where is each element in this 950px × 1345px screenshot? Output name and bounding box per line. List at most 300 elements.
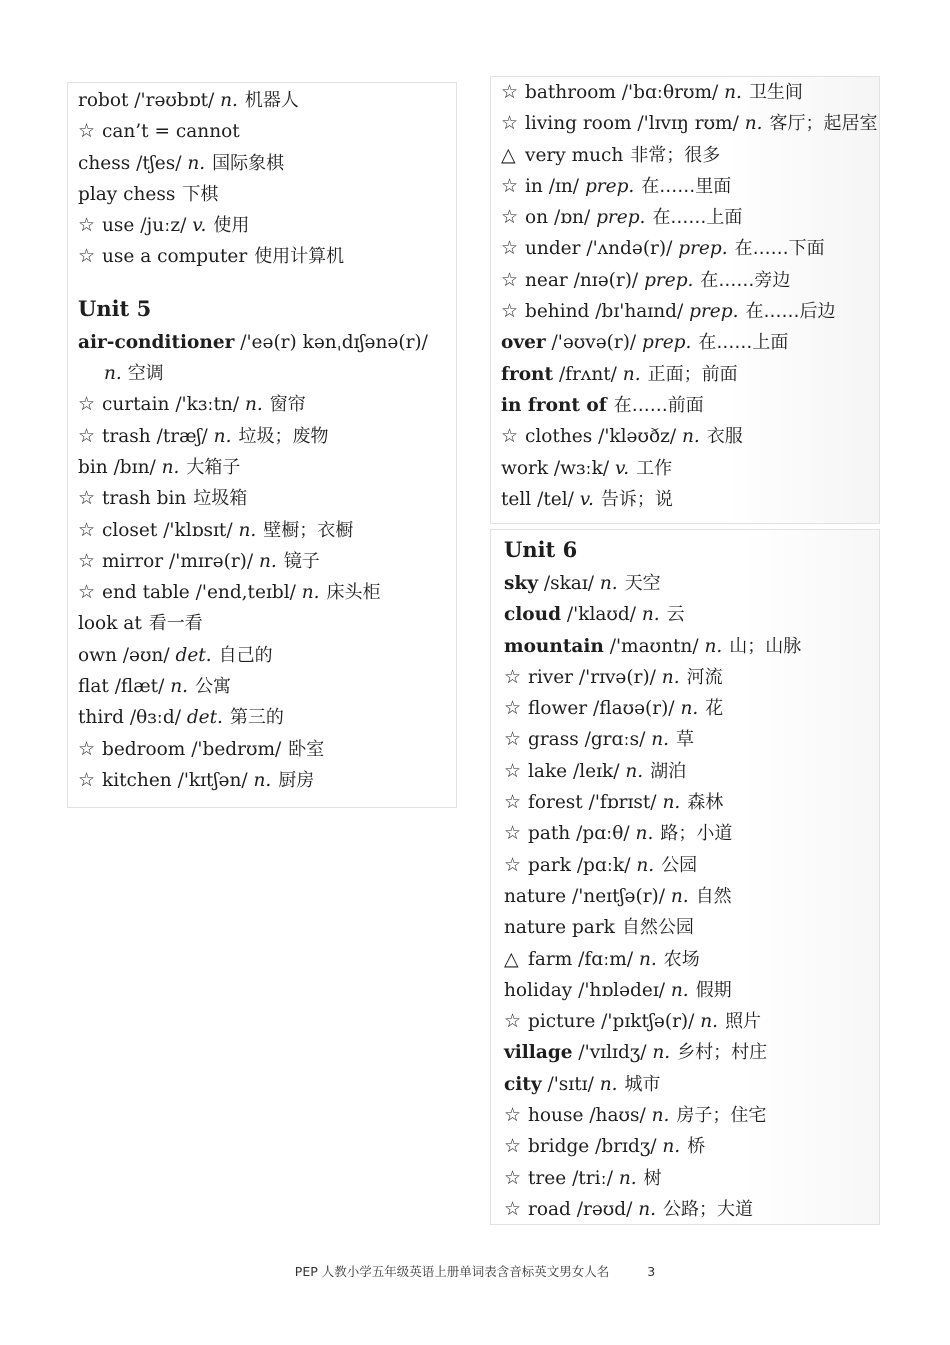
- vocab-entry: [501, 359, 879, 390]
- entry-word: village: [504, 1042, 573, 1064]
- entry-word: bedroom: [102, 738, 186, 760]
- vocab-entry: [504, 818, 879, 849]
- entry-meaning: 公园: [661, 854, 698, 876]
- vocab-entry: [504, 568, 879, 599]
- star-icon: ☆: [501, 206, 519, 229]
- entry-word: air-conditioner: [78, 331, 235, 353]
- entry-meaning: 森林: [687, 792, 724, 814]
- entry-meaning: 非常；很多: [630, 144, 721, 166]
- vocab-entry: [501, 453, 879, 484]
- vocab-entry: [504, 1194, 879, 1225]
- vocab-entry: [501, 108, 879, 139]
- entry-pos: prep.: [689, 301, 739, 323]
- entry-meaning: 自然: [695, 885, 732, 907]
- entry-meaning: 假期: [695, 979, 732, 1001]
- entry-word: river: [528, 666, 574, 688]
- entry-pos: n.: [170, 676, 189, 698]
- vocab-entry: [78, 241, 456, 272]
- entry-ipa: /'vɪlɪdʒ/: [578, 1042, 647, 1064]
- left-unit5-list: [78, 389, 456, 796]
- entry-word: path: [528, 823, 571, 845]
- entry-meaning: 乡村；村庄: [677, 1042, 768, 1064]
- entry-meaning: 镜子: [283, 550, 320, 572]
- vocab-entry: [504, 975, 879, 1006]
- entry-pos: n.: [638, 948, 657, 970]
- vocab-entry: [504, 662, 879, 693]
- entry-meaning: 厨房: [278, 769, 315, 791]
- entry-word: work: [501, 457, 549, 479]
- entry-meaning: 在……前面: [613, 394, 704, 416]
- entry-pos: n.: [641, 604, 660, 626]
- entry-pos: prep.: [584, 175, 635, 197]
- entry-ipa: /'maʊntn/: [609, 635, 699, 657]
- entry-meaning: 在……下面: [734, 238, 825, 260]
- entry-meaning: 垃圾；废物: [238, 425, 329, 447]
- vocab-entry: [501, 77, 879, 108]
- triangle-icon: △: [504, 947, 519, 970]
- vocab-entry: [504, 1100, 879, 1131]
- entry-word: tell: [501, 488, 532, 510]
- entry-meaning: 云: [666, 604, 685, 626]
- entry-pos: n.: [670, 885, 689, 907]
- entry-ipa: /'əʊvə(r)/: [551, 332, 637, 354]
- unit5-heading: Unit 5: [78, 295, 152, 321]
- entry-ipa: /flæt/: [114, 676, 165, 698]
- entry-pos: n.: [652, 1042, 671, 1064]
- vocab-entry: [78, 765, 456, 796]
- entry-word: living room: [525, 113, 632, 135]
- entry-meaning: 第三的: [229, 707, 284, 729]
- entry-word: mirror: [102, 550, 164, 572]
- right-top-vocab-panel: [490, 76, 880, 524]
- entry-meaning: 路；小道: [660, 823, 733, 845]
- star-icon: ☆: [78, 424, 96, 447]
- star-icon: ☆: [78, 393, 96, 416]
- vocab-entry: [78, 734, 456, 765]
- page-footer: [0, 1262, 950, 1280]
- entry-meaning: 树: [643, 1167, 662, 1189]
- entry-ipa: /'eə(r) kənˌdɪʃənə(r)/: [240, 331, 428, 353]
- star-icon: ☆: [504, 1010, 522, 1033]
- entry-pos: n.: [635, 823, 654, 845]
- entry-pos: n.: [636, 854, 655, 876]
- vocab-entry: [78, 515, 456, 546]
- entry-meaning: 机器人: [244, 90, 299, 111]
- entry-pos: prep.: [678, 238, 728, 260]
- star-icon: ☆: [501, 300, 519, 323]
- entry-ipa: /triː/: [572, 1167, 613, 1189]
- entry-ipa: /ɒn/: [553, 207, 591, 229]
- vocab-entry: [504, 787, 879, 818]
- triangle-icon: △: [501, 143, 516, 166]
- entry-pos: n.: [259, 550, 277, 572]
- entry-meaning: 衣服: [706, 426, 743, 448]
- vocab-entry: [504, 631, 879, 662]
- right-top-list: [501, 77, 879, 515]
- left-top-list: [78, 85, 456, 273]
- entry-pos: n.: [220, 90, 238, 111]
- vocab-entry: [504, 881, 879, 912]
- star-icon: ☆: [504, 697, 522, 720]
- vocab-entry: [78, 179, 456, 210]
- star-icon: ☆: [78, 120, 96, 143]
- entry-pos: prep.: [644, 269, 694, 291]
- vocab-entry: [501, 421, 879, 452]
- vocab-entry: [78, 608, 456, 639]
- entry-meaning: 卫生间: [748, 82, 803, 103]
- vocab-entry: [504, 912, 879, 943]
- entry-word: in: [525, 175, 543, 197]
- entry-word: city: [504, 1073, 542, 1095]
- vocab-entry: [504, 756, 879, 787]
- entry-ipa: /skaɪ/: [543, 573, 594, 594]
- entry-meaning: 床头柜: [326, 582, 381, 604]
- entry-meaning: 房子；住宅: [676, 1105, 767, 1127]
- entry-word: play chess: [78, 183, 176, 205]
- entry-ipa: /'kɪtʃən/: [177, 769, 248, 791]
- entry-word: forest: [528, 792, 583, 814]
- left-vocab-panel: [67, 82, 457, 808]
- vocab-entry: [78, 85, 456, 116]
- star-icon: ☆: [501, 174, 519, 197]
- star-icon: ☆: [504, 853, 522, 876]
- star-icon: ☆: [504, 1197, 522, 1220]
- entry-ipa: /pɑːθ/: [576, 823, 630, 845]
- entry-pos: n.: [161, 456, 180, 478]
- vocab-entry: [504, 1006, 879, 1037]
- vocab-entry: [504, 693, 879, 724]
- entry-meaning: 在……里面: [641, 175, 732, 197]
- entry-meaning: 告诉；说: [600, 488, 673, 510]
- entry-ipa: /'kɜːtn/: [175, 394, 240, 416]
- entry-pos: n.: [187, 152, 206, 174]
- footer-title: PEP 人教小学五年级英语上册单词表含音标英文男女人名: [294, 1264, 610, 1279]
- entry-word: flat: [78, 676, 109, 698]
- vocab-entry: [504, 850, 879, 881]
- entry-word: nature park: [504, 917, 615, 939]
- star-icon: ☆: [504, 1104, 522, 1127]
- entry-word: house: [528, 1105, 584, 1127]
- vocab-entry: [501, 296, 879, 327]
- vocab-entry-air-conditioner: [78, 327, 456, 358]
- entry-meaning: 使用: [213, 215, 250, 237]
- entry-ipa: /bɪn/: [113, 456, 156, 478]
- vocab-entry: [78, 640, 456, 671]
- entry-pos: n.: [670, 979, 689, 1001]
- entry-word: farm: [528, 948, 573, 970]
- entry-ipa: /fɑːm/: [578, 948, 634, 970]
- entry-word: behind: [525, 301, 590, 323]
- entry-pos: v.: [192, 215, 207, 237]
- entry-ipa: /bɪ'haɪnd/: [595, 301, 684, 323]
- entry-word: grass: [528, 729, 579, 751]
- entry-word: clothes: [525, 426, 593, 448]
- entry-ipa: /'ʌndə(r)/: [586, 238, 673, 260]
- star-icon: ☆: [78, 518, 96, 541]
- entry-word: own: [78, 644, 117, 666]
- entry-word: park: [528, 854, 571, 876]
- entry-meaning: 天空: [624, 573, 661, 594]
- entry-ipa: /'pɪktʃə(r)/: [601, 1011, 695, 1033]
- entry-meaning: 大箱子: [186, 456, 241, 478]
- vocab-entry: [504, 1069, 879, 1100]
- entry-meaning: 山；山脉: [729, 635, 802, 657]
- entry-meaning: 国际象棋: [212, 152, 285, 174]
- entry-word: look at: [78, 613, 142, 635]
- entry-pos: det.: [186, 707, 223, 729]
- vocab-entry: [78, 116, 456, 147]
- star-icon: ☆: [504, 822, 522, 845]
- entry-pos: n.: [599, 1073, 618, 1095]
- entry-pos: n.: [301, 582, 320, 604]
- entry-ipa: /'sɪtɪ/: [547, 1073, 594, 1095]
- vocab-entry: [78, 210, 456, 241]
- entry-word: cloud: [504, 604, 562, 626]
- vocab-entry: [501, 265, 879, 296]
- vocab-entry: [501, 484, 879, 515]
- vocab-entry: [78, 452, 456, 483]
- vocab-entry: [501, 202, 879, 233]
- entry-meaning: 河流: [686, 666, 723, 688]
- entry-word: bridge: [528, 1136, 590, 1158]
- entry-ipa: /rəʊd/: [576, 1198, 633, 1220]
- entry-meaning: 在……后边: [745, 301, 836, 323]
- entry-word: holiday: [504, 979, 573, 1001]
- star-icon: ☆: [501, 425, 519, 448]
- entry-ipa: /'mɪrə(r)/: [169, 550, 254, 572]
- entry-meaning: 窗帘: [269, 394, 306, 416]
- entry-word: nature: [504, 885, 567, 907]
- entry-meaning: 看一看: [148, 613, 203, 635]
- right-bottom-list: [504, 568, 879, 1225]
- entry-meaning: 公路；大道: [663, 1198, 754, 1220]
- entry-pos: n.: [681, 426, 700, 448]
- entry-ipa: /'end,teɪbl/: [195, 582, 296, 604]
- vocab-entry: [501, 140, 879, 171]
- vocab-entry: [78, 389, 456, 420]
- vocab-entry: [78, 577, 456, 608]
- vocab-entry: [504, 724, 879, 755]
- vocab-entry: [501, 390, 879, 421]
- entry-meaning: 使用计算机: [254, 246, 345, 268]
- entry-ipa: /'neɪtʃə(r)/: [571, 885, 665, 907]
- entry-word: closet: [102, 519, 158, 541]
- entry-word: on: [525, 207, 549, 229]
- vocab-entry: [78, 671, 456, 702]
- star-icon: ☆: [501, 237, 519, 260]
- entry-word: trash: [102, 425, 151, 447]
- entry-pos: n.: [625, 760, 644, 782]
- star-icon: ☆: [504, 759, 522, 782]
- entry-meaning: 自然公园: [621, 917, 694, 939]
- entry-ipa: /træʃ/: [156, 425, 208, 447]
- entry-meaning: 湖泊: [650, 760, 687, 782]
- entry-word: kitchen: [102, 769, 172, 791]
- right-bottom-vocab-panel: [490, 529, 880, 1225]
- star-icon: ☆: [504, 1166, 522, 1189]
- entry-meaning: 在……上面: [652, 207, 743, 229]
- entry-pos: n.: [700, 1011, 719, 1033]
- entry-meaning: 壁橱；衣橱: [263, 519, 354, 541]
- entry-pos: n.: [704, 635, 723, 657]
- entry-word: mountain: [504, 635, 604, 657]
- entry-word: trash bin: [102, 488, 187, 510]
- star-icon: ☆: [78, 487, 96, 510]
- vocab-entry: [504, 1131, 879, 1162]
- vocab-entry: [78, 702, 456, 733]
- entry-meaning: 农场: [663, 948, 700, 970]
- entry-word: bathroom: [525, 82, 616, 103]
- entry-word: can’t = cannot: [102, 121, 240, 143]
- entry-pos: prep.: [596, 207, 646, 229]
- entry-word: in front of: [501, 394, 607, 416]
- entry-meaning: 公寓: [195, 676, 232, 698]
- entry-ipa: /'fɒrɪst/: [588, 792, 657, 814]
- star-icon: ☆: [78, 768, 96, 791]
- entry-meaning: 工作: [636, 457, 673, 479]
- entry-meaning: 在……旁边: [700, 269, 791, 291]
- entry-pos: n.: [651, 729, 670, 751]
- entry-meaning: 城市: [624, 1073, 661, 1095]
- star-icon: ☆: [504, 1135, 522, 1158]
- entry-pos: n.: [213, 425, 232, 447]
- entry-pos: det.: [175, 644, 212, 666]
- entry-ipa: /'rəʊbɒt/: [134, 90, 215, 111]
- entry-word: third: [78, 707, 124, 729]
- entry-pos: n.: [744, 113, 763, 135]
- entry-meaning: 桥: [687, 1136, 706, 1158]
- entry-ipa: /pɑːk/: [576, 854, 631, 876]
- entry-ipa: /θɜːd/: [129, 707, 181, 729]
- vocab-entry: [78, 148, 456, 179]
- entry-meaning: 下棋: [182, 183, 219, 205]
- entry-ipa: /'bedrʊm/: [191, 738, 282, 760]
- entry-ipa: /əʊn/: [122, 644, 170, 666]
- entry-word: under: [525, 238, 581, 260]
- entry-ipa: /frʌnt/: [558, 363, 617, 385]
- entry-word: use a computer: [102, 246, 248, 268]
- entry-word: front: [501, 363, 554, 385]
- star-icon: ☆: [501, 112, 519, 135]
- entry-word: curtain: [102, 394, 170, 416]
- entry-pos: v.: [579, 488, 594, 510]
- entry-ipa: /wɜːk/: [553, 457, 610, 479]
- unit6-heading: Unit 6: [504, 537, 578, 562]
- entry-ipa: /haʊs/: [589, 1105, 646, 1127]
- entry-ipa: /juːz/: [140, 215, 187, 237]
- vocab-entry: [504, 599, 879, 630]
- page-number: 3: [647, 1264, 656, 1279]
- entry-pos: n.: [651, 1105, 670, 1127]
- entry-word: robot: [78, 90, 129, 111]
- star-icon: ☆: [504, 665, 522, 688]
- entry-meaning: 垃圾箱: [193, 488, 248, 510]
- entry-word: chess: [78, 152, 131, 174]
- entry-word: picture: [528, 1011, 596, 1033]
- entry-word: bin: [78, 456, 108, 478]
- entry-pos: n.: [638, 1198, 657, 1220]
- star-icon: ☆: [78, 581, 96, 604]
- entry-word: very much: [525, 144, 624, 166]
- entry-ipa: /'bɑːθrʊm/: [621, 82, 719, 103]
- vocab-entry: [501, 327, 879, 358]
- entry-word: road: [528, 1198, 571, 1220]
- entry-pos: prep.: [642, 332, 692, 354]
- entry-meaning: 草: [676, 729, 695, 751]
- entry-pos: v.: [614, 457, 630, 479]
- vocab-entry: [78, 421, 456, 452]
- entry-word: use: [102, 215, 135, 237]
- entry-ipa: /nɪə(r)/: [573, 269, 639, 291]
- entry-word: over: [501, 332, 546, 354]
- entry-meaning: 自己的: [218, 644, 273, 666]
- star-icon: ☆: [504, 791, 522, 814]
- entry-word: sky: [504, 573, 538, 594]
- entry-ipa: /tel/: [537, 488, 574, 510]
- entry-meaning: 在……上面: [698, 332, 789, 354]
- vocab-entry: [78, 483, 456, 514]
- entry-ipa: /'klaʊd/: [566, 604, 636, 626]
- entry-meaning: 照片: [725, 1011, 762, 1033]
- entry-meaning: 花: [705, 698, 724, 720]
- entry-ipa: /ɪn/: [548, 175, 580, 197]
- entry-ipa: /flaʊə(r)/: [593, 698, 675, 720]
- entry-ipa: /'kləʊðz/: [598, 426, 677, 448]
- entry-pos: n.: [662, 1136, 681, 1158]
- entry-pos: n.: [724, 82, 742, 103]
- star-icon: ☆: [501, 81, 519, 103]
- entry-ipa: /leɪk/: [573, 760, 620, 782]
- entry-pos: n.: [661, 666, 680, 688]
- vocab-entry-air-conditioner-meaning: [78, 358, 456, 389]
- entry-ipa: /'klɒsɪt/: [163, 519, 233, 541]
- entry-meaning: 正面；前面: [647, 363, 738, 385]
- star-icon: ☆: [78, 737, 96, 760]
- entry-pos: n.: [244, 394, 263, 416]
- entry-pos: n.: [104, 363, 122, 385]
- star-icon: ☆: [504, 728, 522, 751]
- entry-word: end table: [102, 582, 190, 604]
- vocab-entry: [504, 1037, 879, 1068]
- vocab-entry: [504, 944, 879, 975]
- vocab-entry: [501, 233, 879, 264]
- entry-meaning: 空调: [127, 363, 164, 385]
- entry-word: near: [525, 269, 568, 291]
- entry-ipa: /'lɪvɪŋ rʊm/: [637, 113, 739, 135]
- entry-ipa: /'rɪvə(r)/: [578, 666, 656, 688]
- vocab-entry: [504, 1163, 879, 1194]
- entry-meaning: 卧室: [288, 738, 325, 760]
- entry-word: tree: [528, 1167, 567, 1189]
- star-icon: ☆: [501, 268, 519, 291]
- vocab-entry: [78, 546, 456, 577]
- entry-pos: n.: [253, 769, 272, 791]
- vocab-entry: [501, 171, 879, 202]
- entry-pos: n.: [622, 363, 641, 385]
- entry-ipa: /brɪdʒ/: [595, 1136, 657, 1158]
- entry-meaning: 客厅；起居室: [769, 113, 878, 135]
- entry-pos: n.: [618, 1167, 637, 1189]
- entry-word: lake: [528, 760, 568, 782]
- entry-pos: n.: [238, 519, 257, 541]
- entry-ipa: /tʃes/: [136, 152, 182, 174]
- entry-word: flower: [528, 698, 588, 720]
- entry-ipa: /grɑːs/: [584, 729, 646, 751]
- star-icon: ☆: [78, 214, 96, 237]
- star-icon: ☆: [78, 245, 96, 268]
- star-icon: ☆: [78, 549, 96, 572]
- entry-pos: n.: [662, 792, 681, 814]
